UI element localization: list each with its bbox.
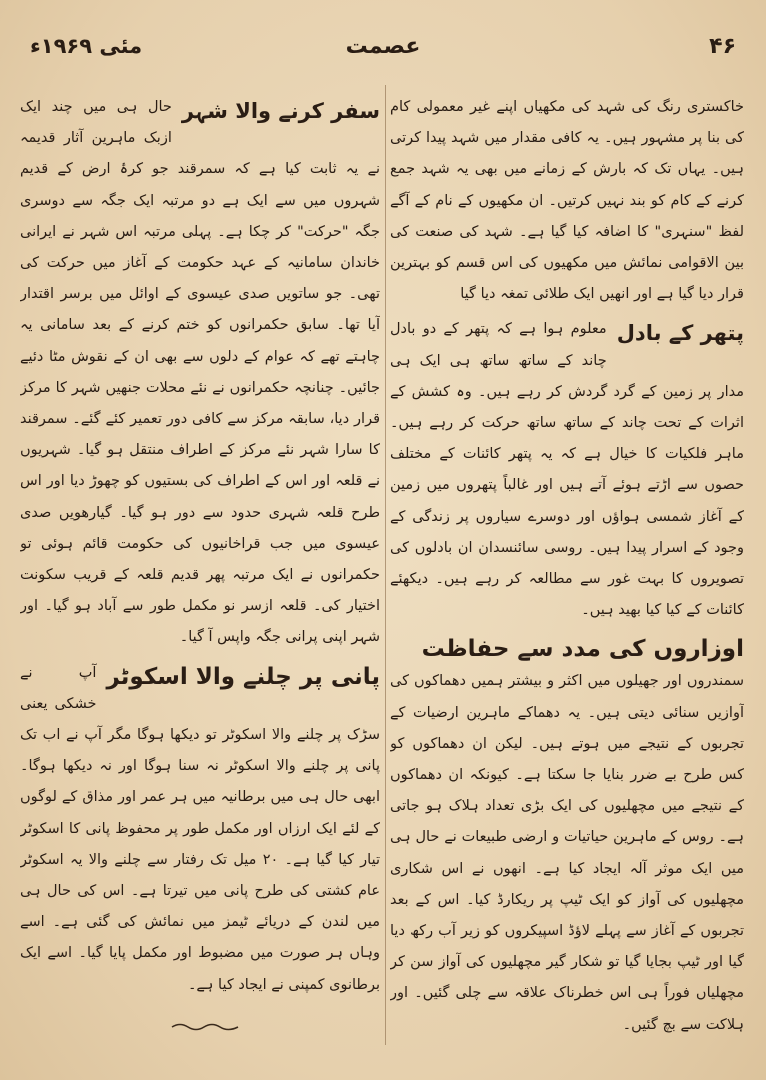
- article-heading: اوزاروں کی مدد سے حفاظت: [421, 636, 744, 663]
- article-travelling-city: [20, 92, 380, 654]
- page-number: ۴۶: [709, 34, 736, 59]
- article-text: معلوم ہوا ہے کہ پتھر کے دو بادل چاند کے ساتھ ساتھ ہی ایک ہی مدار پر زمین کے گرد گردش کر رہے ہیں۔ وہ کشش کے اثرات کے تحت چاند کے ساتھ ساتھ حرکت کر رہے ہیں۔ ماہر فلکیات کا خیال ہے کہ یہ پتھر کائنات کے مختلف حصوں سے اڑتے ہوئے آتے ہیں اور غالباً پتھروں میں زمین کے آغاز شمسی ہواؤں اور دوسرے سیاروں پر زندگی کے وجود کے اسرار پیدا ہیں۔ روسی سائنسدان ان بادلوں کی تصویروں کا بہت غور سے مطالعہ کر رہے ہیں۔ دیکھئے کائنات کے کیا کیا بھید ہیں۔: [390, 321, 744, 619]
- article-text: حال ہی میں چند ایک ازبک ماہرین آثار قدیمہ نے یہ ثابت کیا ہے کہ سمرقند جو کرۂ ارض کے قدیم شہروں میں سے ایک ہے دو مرتبہ ایک جگہ سے دوسری جگہ "حرکت" کر چکا ہے۔ پہلی مرتبہ اس شہر نے ایرانی خاندان سامانیہ کے عہد حکومت کے آغاز میں حرکت کی تھی۔ جو ساتویں صدی عیسوی کے اوائل میں برسر اقتدار آیا تھا۔ سابق حکمرانوں کو ختم کرنے کے بعد سامانی یہ چاہتے تھے کہ عوام کے دلوں سے بھی ان کے نقوش مٹا دئیے جائیں۔ چنانچہ حکمرانوں نے نئے محلات جنھیں شہر کا مرکز قرار دیا، سابقہ مرکز سے کافی دور تعمیر کئے گئے۔ سمرقند کا سارا شہر نئے مرکز کے اطراف منتقل ہو گیا۔ شہریوں نے قلعہ اور اس کے اطراف کی بستیوں کو چھوڑ دیا اور اس طرح قلعہ شہری حدود سے دور ہو گیا۔ گیارھویں صدی عیسوی میں جب قراخانیوں کی حکومت قائم ہوئی تو حکمرانوں نے ایک مرتبہ پھر قدیم قلعہ کے قریب سکونت اختیار کی۔ قلعہ ازسر نو مکمل طور سے آباد ہو گیا۔ اور شہر اپنی پرانی جگہ واپس آ گیا۔: [20, 99, 380, 646]
- article-text: خاکستری رنگ کی شہد کی مکھیاں اپنے غیر معمولی کام کی بنا پر مشہور ہیں۔ یہ کافی مقدار میں شہد پیدا کرتی ہیں۔ یہاں تک کہ بارش کے زمانے میں بھی یہ شہد جمع کرنے کے کام کو بند نہیں کرتیں۔ ان مکھیوں کے نام کے آگے لفظ "سنہری" کا اضافہ کیا گیا ہے۔ شہد کی صنعت کی بین الاقوامی نمائش میں مکھیوں کی اس قسم کو بہترین قرار دیا گیا ہے اور انھیں ایک طلائی تمغہ دیا گیا: [390, 99, 744, 303]
- column-divider: [385, 85, 386, 1045]
- article-protection-tools: [390, 630, 744, 1040]
- article-stone-clouds: [390, 314, 744, 626]
- article-text: سمندروں اور جھیلوں میں اکثر و بیشتر ہمیں دھماکوں کی آوازیں سنائی دیتی ہیں۔ یہ دھماکے ماہرین ارضیات کے تجربوں کے نتیجے میں ہوتے ہیں۔ لیکن ان دھماکوں کو کس طرح بے ضرر بنایا جا سکتا ہے۔ کیونکہ ان دھماکوں کے نتیجے میں مچھلیوں کی ایک بڑی تعداد ہلاک ہو جاتی ہے۔ روس کے ماہرین حیاتیات و ارضی طبیعات نے حال ہی میں ایک موثر آلہ ایجاد کیا ہے۔ انھوں نے اس شکاری مچھلیوں کی آواز کو ایک ٹیپ پر ریکارڈ کیا۔ اس کے بعد تجربوں کے آغاز سے پہلے لاؤڈ اسپیکروں کو زیر آب رکھ دیا گیا اور ٹیپ بجایا گیا تو شکار گیر مچھلیوں کی آواز سن کر مچھلیاں فوراً ہی اس خطرناک علاقہ سے چلی گئیں۔ اور ہلاکت سے بچ گئیں۔: [390, 673, 744, 1033]
- end-ornament: [170, 1022, 240, 1032]
- article-heading: سفر کرنے والا شہر: [181, 99, 380, 123]
- issue-date: مئی ۱۹۶۹ء: [30, 34, 143, 58]
- right-column: [390, 92, 744, 1052]
- article-heading: پانی پر چلنے والا اسکوٹر: [106, 663, 380, 690]
- article-water-scooter: [20, 658, 380, 1001]
- left-column: [20, 92, 380, 1052]
- page-header: [24, 30, 742, 70]
- article-honeybees: [390, 92, 744, 310]
- article-heading: پتھر کے بادل: [616, 321, 744, 346]
- article-text: آپ نے خشکی یعنی سڑک پر چلنے والا اسکوٹر تو دیکھا ہوگا مگر آپ نے اب تک پانی پر چلنے والا اسکوٹر نہ سنا ہوگا اور نہ دیکھا ہوگا۔ ابھی حال ہی میں برطانیہ میں ہر عمر اور مذاق کے لوگوں کے لئے ایک ارزاں اور مکمل طور پر محفوظ پانی کا اسکوٹر تیار کیا گیا ہے۔ ۲۰ میل تک رفتار سے چلنے والا یہ اسکوٹر عام کشتی کی طرح پانی میں تیرتا ہے۔ اس کی حال ہی میں لندن کے دریائے ٹیمز میں نمائش کی گئی ہے۔ اسے وہاں ہر صورت میں مضبوط اور مکمل پایا گیا۔ اسے ایک برطانوی کمپنی نے ایجاد کیا ہے۔: [20, 664, 380, 993]
- magazine-title: عصمت: [345, 34, 421, 59]
